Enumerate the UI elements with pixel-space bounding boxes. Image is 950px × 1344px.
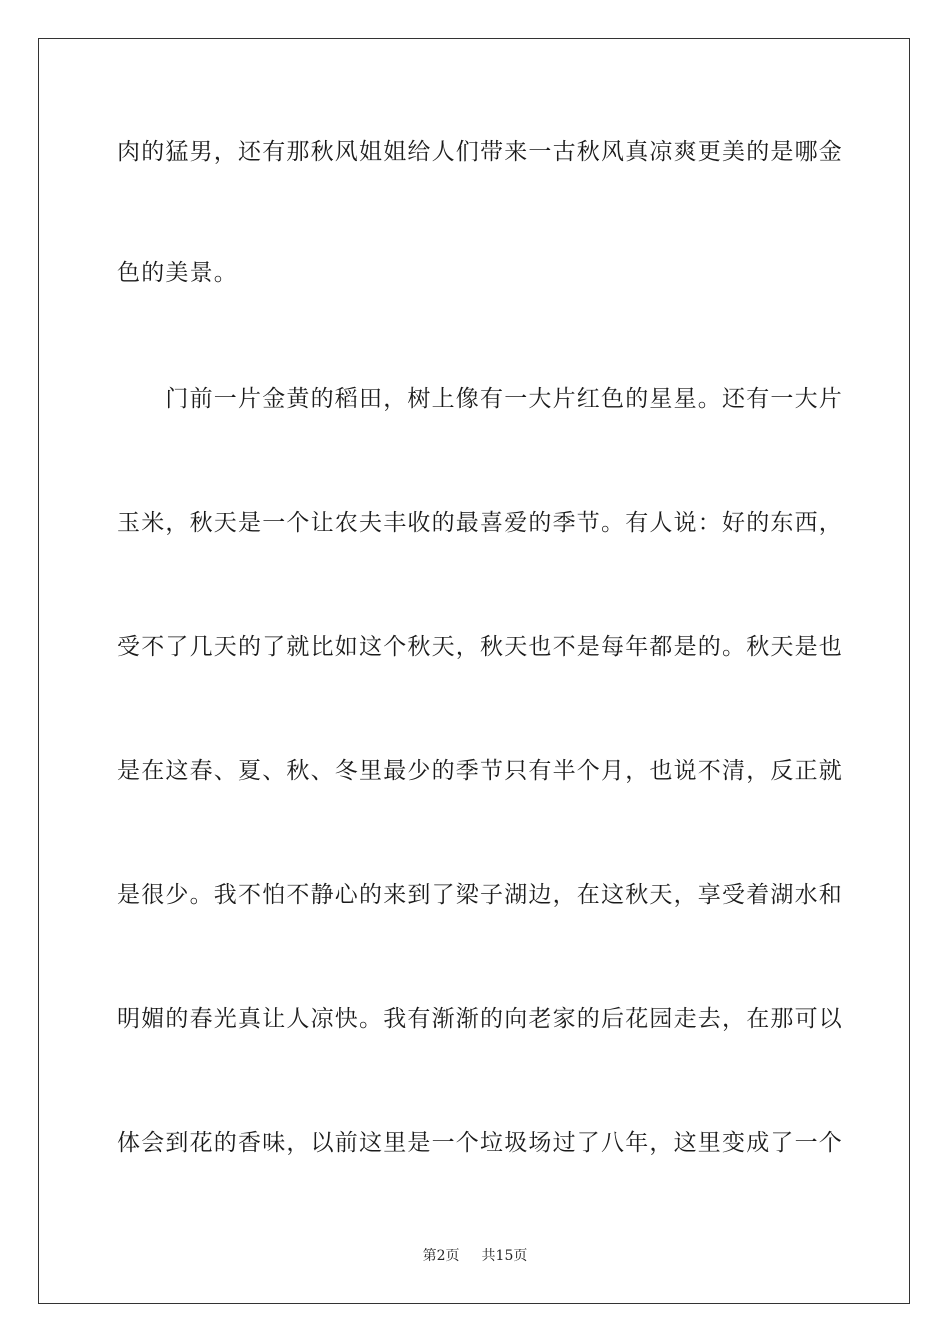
text-line-8: 明媚的春光真让人凉快。我有渐渐的向老家的后花园走去，在那可以 <box>117 1006 843 1032</box>
text-line-2: 色的美景。 <box>117 260 238 286</box>
page-footer <box>0 1246 950 1266</box>
page-total: 共15页 <box>481 1248 528 1264</box>
text-line-1: 肉的猛男，还有那秋风姐姐给人们带来一古秋风真凉爽更美的是哪金 <box>117 139 843 165</box>
text-line-4: 玉米，秋天是一个让农夫丰收的最喜爱的季节。有人说：好的东西， <box>117 510 843 536</box>
text-line-9: 体会到花的香味，以前这里是一个垃圾场过了八年，这里变成了一个 <box>117 1130 843 1156</box>
page-border <box>38 38 910 1304</box>
text-line-7: 是很少。我不怕不静心的来到了梁子湖边，在这秋天，享受着湖水和 <box>117 882 843 908</box>
text-line-3: 门前一片金黄的稻田，树上像有一大片红色的星星。还有一大片 <box>117 386 843 412</box>
text-line-5: 受不了几天的了就比如这个秋天，秋天也不是每年都是的。秋天是也 <box>117 634 843 660</box>
text-line-6: 是在这春、夏、秋、冬里最少的季节只有半个月，也说不清，反正就 <box>117 758 843 784</box>
page-number: 第2页 <box>422 1248 460 1264</box>
